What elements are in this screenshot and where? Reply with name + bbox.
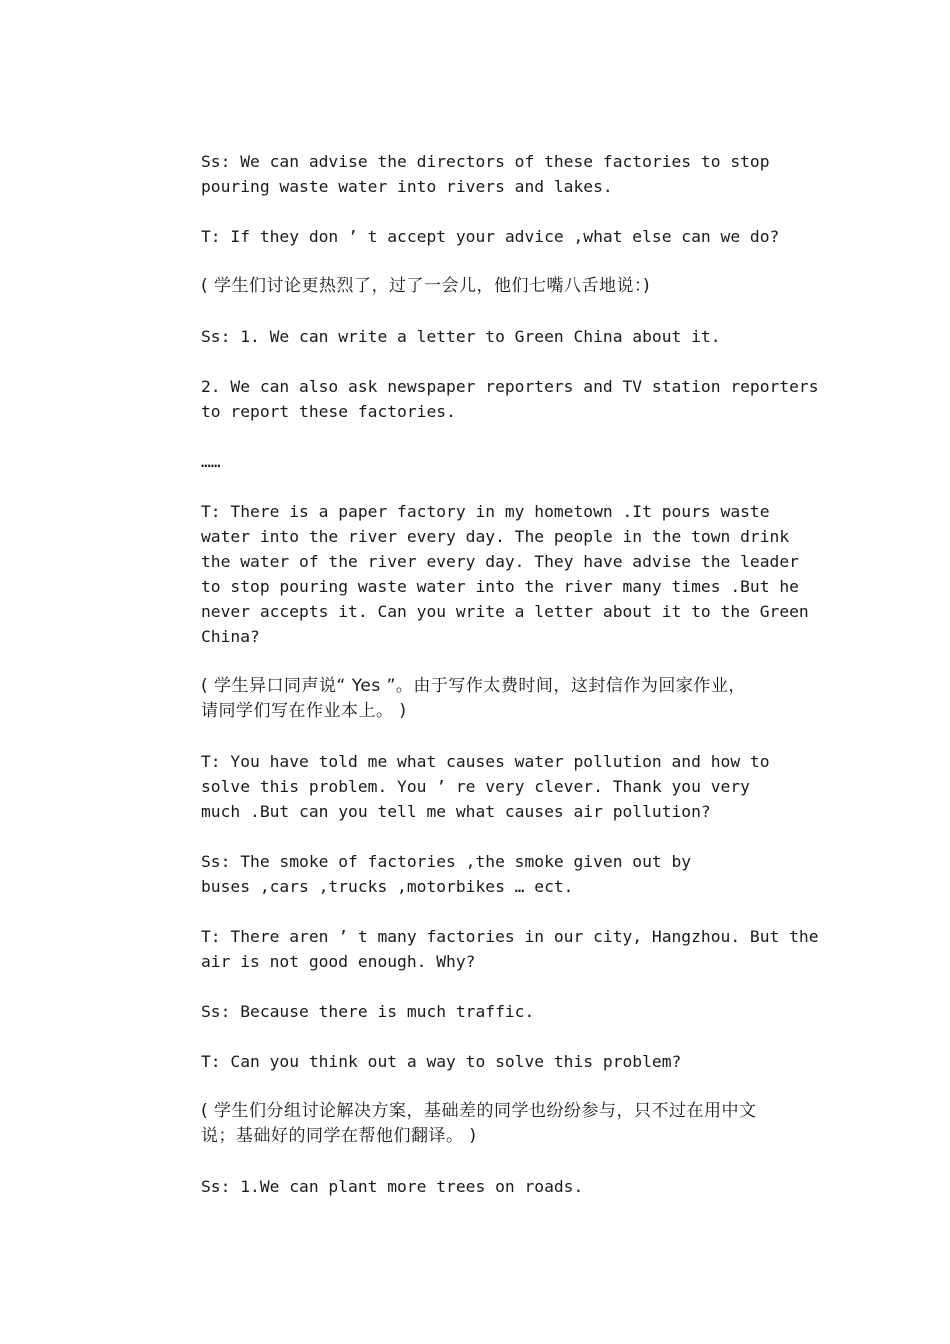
paragraph <box>201 749 813 824</box>
paragraph <box>201 1049 813 1074</box>
text-line: ( 学生们讨论更热烈了，过了一会儿，他们七嘴八舌地说：) <box>201 276 651 296</box>
text-line: to report these factories. <box>201 402 456 421</box>
text-line: 请同学们写在作业本上。 ) <box>201 701 407 721</box>
text-line: air is not good enough. Why? <box>201 952 476 971</box>
paragraph <box>201 999 813 1024</box>
text-line: …… <box>201 452 221 471</box>
text-line: water into the river every day. The people in the town drink <box>201 527 790 546</box>
text-line: pouring waste water into rivers and lakes. <box>201 177 613 196</box>
text-line: buses ,cars ,trucks ,motorbikes … ect. <box>201 877 574 896</box>
paragraph <box>201 324 813 349</box>
text-line: 2. We can also ask newspaper reporters and TV station reporters <box>201 377 819 396</box>
text-line: Ss: The smoke of factories ,the smoke given out by <box>201 852 692 871</box>
paragraph <box>201 924 819 974</box>
text-line: never accepts it. Can you write a letter about it to the Green <box>201 602 809 621</box>
text-line: T: There aren ’ t many factories in our city, Hangzhou. But the <box>201 927 819 946</box>
text-line: T: You have told me what causes water pollution and how to <box>201 752 770 771</box>
text-line: T: There is a paper factory in my hometown .It pours waste <box>201 502 770 521</box>
chinese-note <box>201 674 813 724</box>
paragraph <box>201 149 813 199</box>
text-line: T: Can you think out a way to solve this problem? <box>201 1052 682 1071</box>
text-line: Ss: We can advise the directors of these factories to stop <box>201 152 770 171</box>
text-line: the water of the river every day. They have advise the leader <box>201 552 799 571</box>
text-line: Ss: Because there is much traffic. <box>201 1002 535 1021</box>
text-line: T: If they don ’ t accept your advice ,what else can we do? <box>201 227 780 246</box>
ellipsis <box>201 449 813 474</box>
paragraph <box>201 374 819 424</box>
chinese-note <box>201 274 813 299</box>
paragraph <box>201 499 813 649</box>
text-line: Ss: 1. We can write a letter to Green China about it. <box>201 327 721 346</box>
text-line: solve this problem. You ’ re very clever. Thank you very <box>201 777 750 796</box>
paragraph <box>201 1174 813 1199</box>
paragraph <box>201 849 813 899</box>
text-line: ( 学生们分组讨论解决方案，基础差的同学也纷纷参与，只不过在用中文 <box>201 1101 757 1121</box>
chinese-note <box>201 1099 813 1149</box>
text-line: 说；基础好的同学在帮他们翻译。 ) <box>201 1126 477 1146</box>
text-line: Ss: 1.We can plant more trees on roads. <box>201 1177 584 1196</box>
document-body <box>201 149 819 1224</box>
text-line: ( 学生异口同声说“ Yes ”。由于写作太费时间，这封信作为回家作业， <box>201 676 746 696</box>
text-line: much .But can you tell me what causes air pollution? <box>201 802 711 821</box>
text-line: China? <box>201 627 260 646</box>
paragraph <box>201 224 813 249</box>
text-line: to stop pouring waste water into the river many times .But he <box>201 577 799 596</box>
